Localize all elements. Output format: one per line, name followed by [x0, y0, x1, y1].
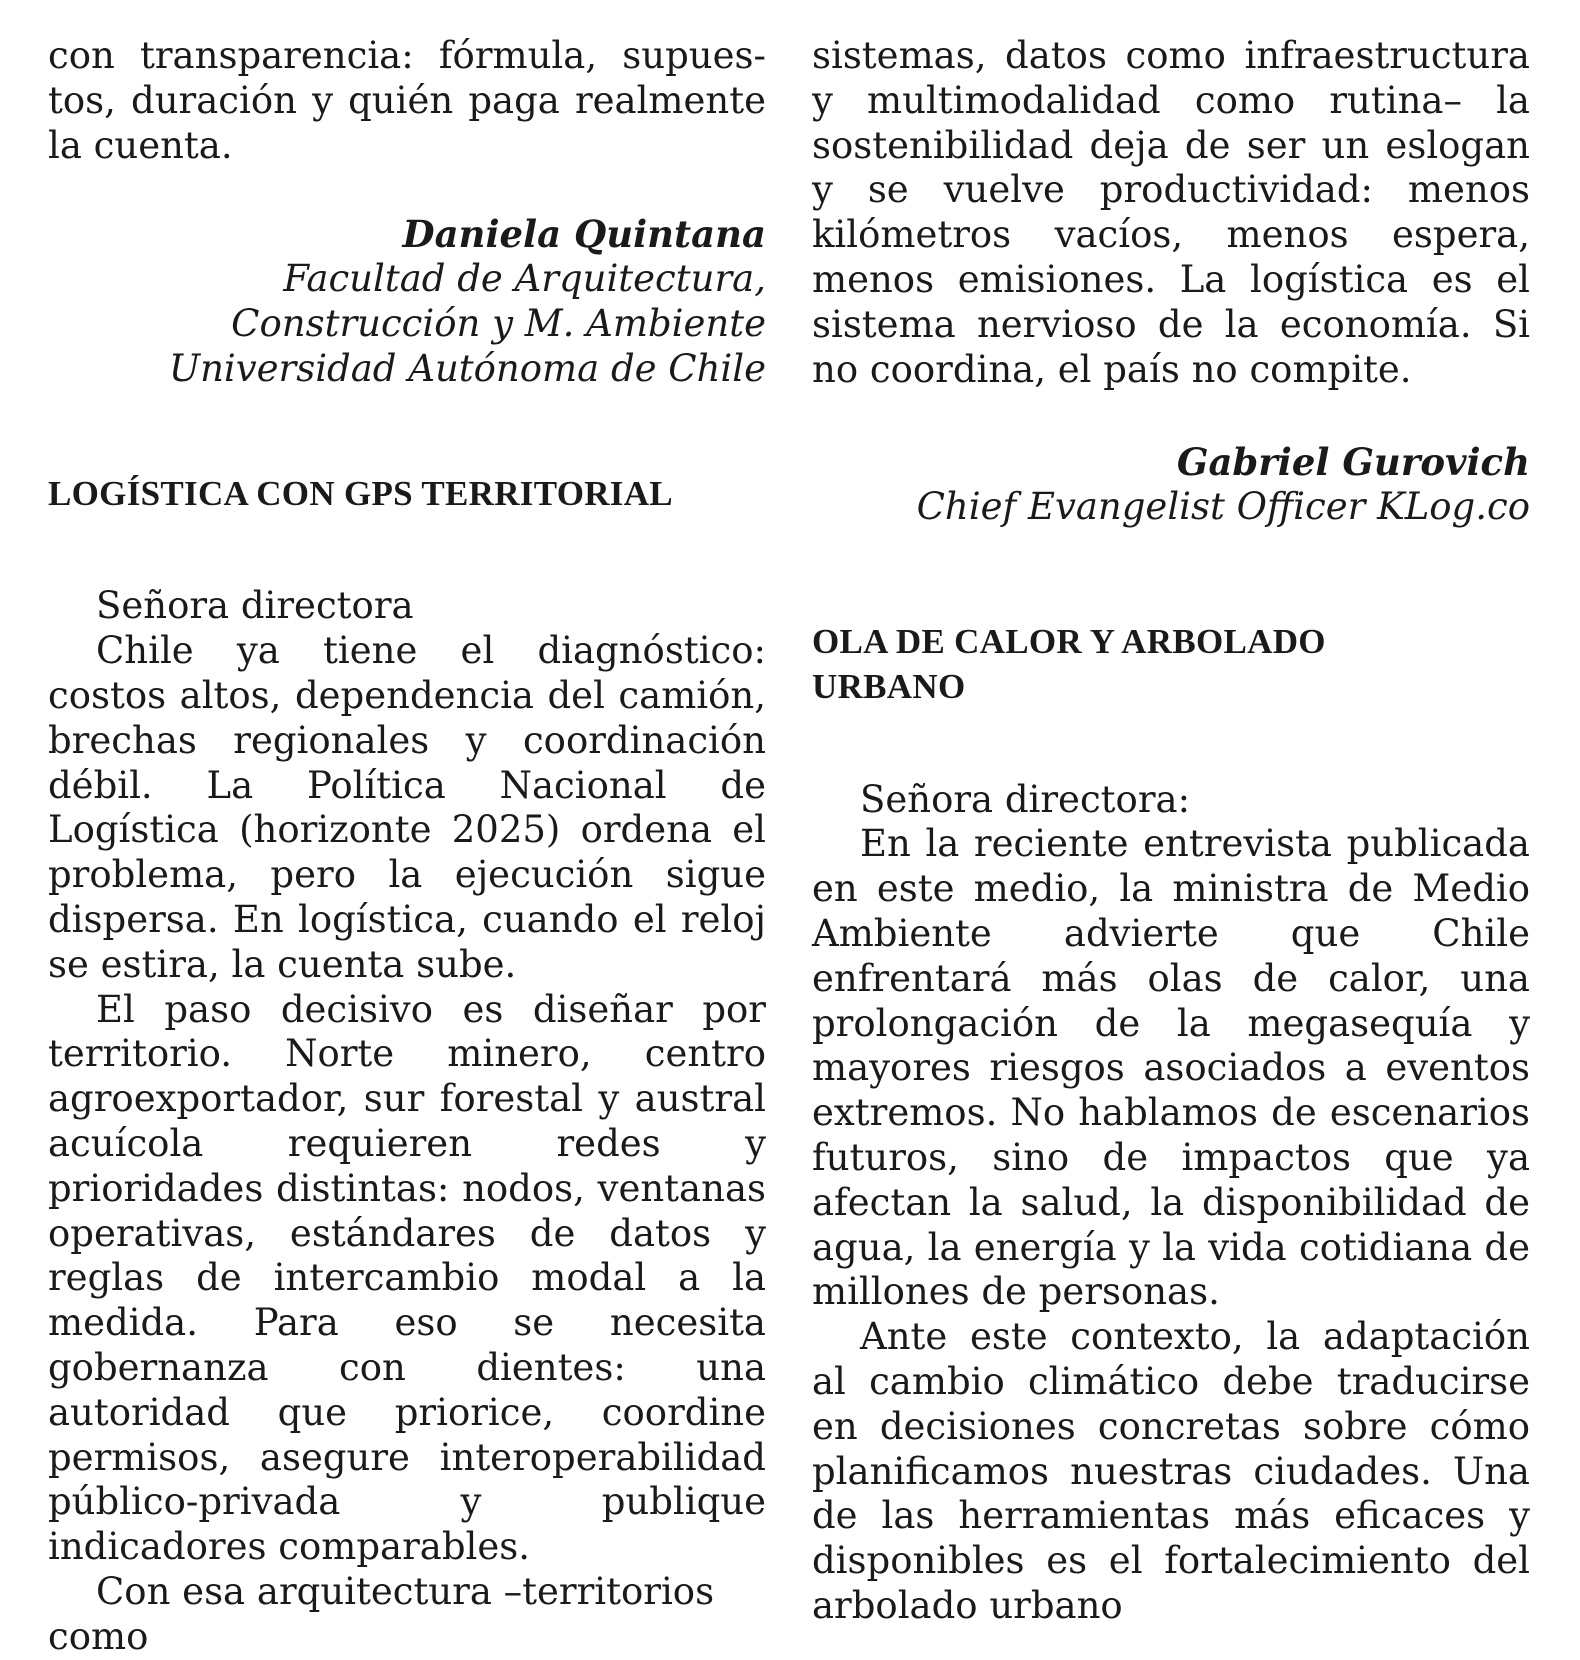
left-column — [48, 34, 766, 1660]
right-column — [812, 34, 1530, 1629]
author-affiliation-line: Facultad de Arquitectura, — [283, 257, 766, 301]
continuation-paragraph: sistemas, datos como infraestructura y multimodalidad como rutina– la sostenibilidad deja de ser un eslogan y se vuelve productividad: menos kilómetros vacíos, menos espera, menos emisiones. La logística es el sistema nervioso de la economía. Si no coordina, el país no compite. — [812, 34, 1530, 391]
article-headline: LOGÍSTICA CON GPS TERRITORIAL — [48, 473, 673, 513]
body-paragraph: Chile ya tiene el diagnóstico: costos altos, dependencia del camión, brechas regionales y coordinación débil. La Política Nacional de Logística (horizonte 2025) ordena el problema, pero la ejecución sigue dispersa. En logística, cuando el reloj se estira, la cuenta sube. — [48, 629, 766, 986]
article-headline: OLA DE CALOR Y ARBOLADO URBANO — [812, 621, 1326, 706]
body-paragraph: En la reciente entrevista publicada en este medio, la ministra de Medio Ambiente advierte que Chile enfrentará más olas de calor, una prolongación de la megasequía y mayores riesgos asociados a eventos extremos. No hablamos de escenarios futuros, sino de impactos que ya afectan la salud, la disponibilidad de agua, la energía y la vida cotidiana de millones de personas. — [812, 822, 1530, 1314]
author-affiliation-line: Construcción y M. Ambiente — [231, 301, 766, 345]
author-affiliation-line: Universidad Autónoma de Chile — [168, 346, 766, 390]
body-paragraph: Ante este contexto, la adaptación al cambio climático debe traducirse en decisiones concretas sobre cómo planificamos nuestras ciudades. Una de las herramientas más eficaces y disponibles es el fortalecimiento del arbolado urbano — [812, 1315, 1530, 1627]
author-name: Daniela Quintana — [402, 212, 766, 257]
salutation: Señora directora: — [860, 777, 1191, 821]
author-name: Gabriel Gurovich — [1176, 440, 1530, 485]
salutation: Señora directora — [96, 584, 414, 628]
author-affiliation-line: Chief Evangelist Officer KLog.co — [916, 485, 1530, 529]
body-paragraph: El paso decisivo es diseñar por territorio. Norte minero, centro agroexportador, sur forestal y austral acuícola requieren redes y prioridades distintas: nodos, ventanas operativas, estándares de datos y reglas de intercambio modal a la medida. Para eso se necesita gobernanza con dientes: una autoridad que priorice, coordine permisos, asegure interoperabilidad público-privada y publique indicadores comparables. — [48, 987, 766, 1569]
body-paragraph: Con esa arquitectura –territorios como — [48, 1569, 715, 1658]
continuation-paragraph: con transparencia: fórmula, supuestos, duración y quién paga realmente la cuenta. — [48, 34, 766, 167]
